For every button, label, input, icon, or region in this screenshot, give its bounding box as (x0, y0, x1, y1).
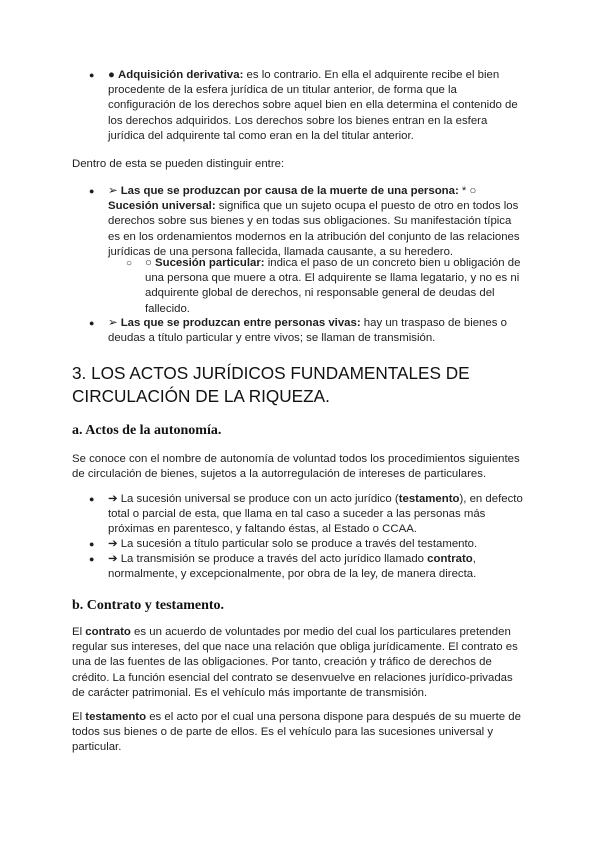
paragraph-distinguir: Dentro de esta se pueden distinguir entre: (72, 158, 285, 170)
term-testamento: testamento (398, 493, 460, 505)
arrow-icon: ➢ (108, 317, 121, 329)
bullet-icon: ● (89, 318, 95, 328)
list-item-sucesion-particular (126, 256, 527, 317)
term-contrato: contrato (85, 626, 131, 638)
list-item-causa-muerte (89, 184, 526, 260)
term-label: Las que se produzcan por causa de la muerte de una persona: (120, 185, 459, 197)
bullet-icon: ● (89, 186, 95, 196)
bullet-icon: ● (89, 539, 95, 549)
list-item-text: hay un traspaso de bienes o deudas a título particular y entre vivos; se llaman de transmisión. (108, 317, 507, 345)
term-testamento: testamento (85, 711, 147, 723)
list-item-prefix: ○ (145, 257, 156, 269)
paragraph-text-pre: El (72, 711, 86, 723)
paragraph-text-post: es el acto por el cual una persona dispone para después de su muerte de todos sus bienes o de parte de ellos. Es el vehículo para las sucesiones universal y particular. (72, 711, 521, 754)
subsection-heading-a: a. Actos de la autonomía. (72, 423, 222, 438)
list-item-text-post: ), en defecto total o parcial de esta, que llama en tal caso a suceder a las personas más próximas en parentesco, y faltando éstas, al Estado o CCAA. (108, 493, 523, 536)
list-item-sucesion-universal (89, 492, 528, 538)
paragraph-text-pre: El (72, 626, 86, 638)
list-item-transmision (89, 552, 528, 582)
list-item-text-pre: ➔ La sucesión universal se produce con un acto jurídico ( (108, 493, 399, 505)
paragraph-text-post: es un acuerdo de voluntades por medio del cual los particulares pretenden regular sus intereses, del que nace una relación que obliga jurídicamente. El contrato es una de las fuentes de las obligaciones. Por tanto, creación y tráfico de derechos de crédito. La función esencial del contrato se desenvuelve en relaciones jurídico-privadas de carácter patrimonial. Es el vehículo más importante de transmisión. (72, 626, 518, 699)
circle-bullet-icon: ○ (126, 258, 133, 269)
arrow-icon: ➢ (108, 185, 121, 197)
list-item-personas-vivas (89, 316, 526, 346)
paragraph-contrato (72, 625, 528, 701)
list-item-prefix: ● (108, 69, 119, 81)
term-label: Adquisición derivativa: (118, 69, 244, 81)
subsection-heading-b: b. Contrato y testamento. (72, 598, 225, 613)
term-contrato: contrato (427, 553, 473, 565)
list-item-adquisicion-derivativa (89, 68, 526, 144)
list-item-text: indica el paso de un concreto bien u obligación de una persona que muere a otra. El adquirente se llama legatario, y no es ni adquirente global de derechos, ni responsable general de deudas del fallecido. (145, 257, 521, 315)
term-label-sucesion-universal: Sucesión universal: (108, 200, 216, 213)
bullet-icon: ● (89, 70, 95, 80)
bullet-icon: ● (89, 554, 95, 564)
list-item-mid: * ○ (458, 185, 477, 197)
paragraph-testamento (72, 710, 528, 756)
section-heading-3: 3. LOS ACTOS JURÍDICOS FUNDAMENTALES DE CIRCULACIÓN DE LA RIQUEZA. (72, 363, 470, 406)
term-label: Sucesión particular: (155, 257, 265, 269)
list-item-text-pre: ➔ La transmisión se produce a través del acto jurídico llamado (108, 553, 428, 565)
list-item-text: es lo contrario. En ella el adquirente recibe el bien procedente de la esfera jurídica de un titular anterior, de forma que la configuración de los derechos sobre aquel bien en ella determina el contenido de los derechos adquiridos. Los derechos sobre los bienes entran en la esfera jurídica del adquirente tal como eran en la del titular anterior. (108, 69, 518, 142)
term-label: Las que se produzcan entre personas vivas: (120, 317, 361, 329)
list-item-sucesion-titulo-particular (89, 537, 528, 552)
bullet-icon: ● (89, 494, 95, 504)
paragraph-autonomia: Se conoce con el nombre de autonomía de voluntad todos los procedimientos siguientes de circulación de bienes, sujetos a la autorregulación de intereses de particulares. (72, 453, 520, 481)
list-item-text: significa que un sujeto ocupa el puesto de otro en todos los derechos sobre sus bienes y en todas sus obligaciones. Su manifestación típica es en los ordenamientos modernos en la atribución del conjunto de las relaciones jurídicas de una persona fallecida, llamada causante, a su heredero. (108, 200, 520, 258)
list-item-text: ➔ La sucesión a título particular solo se produce a través del testamento. (108, 538, 478, 550)
list-item-text-post: , normalmente, y excepcionalmente, por obra de la ley, de manera directa. (108, 553, 477, 581)
